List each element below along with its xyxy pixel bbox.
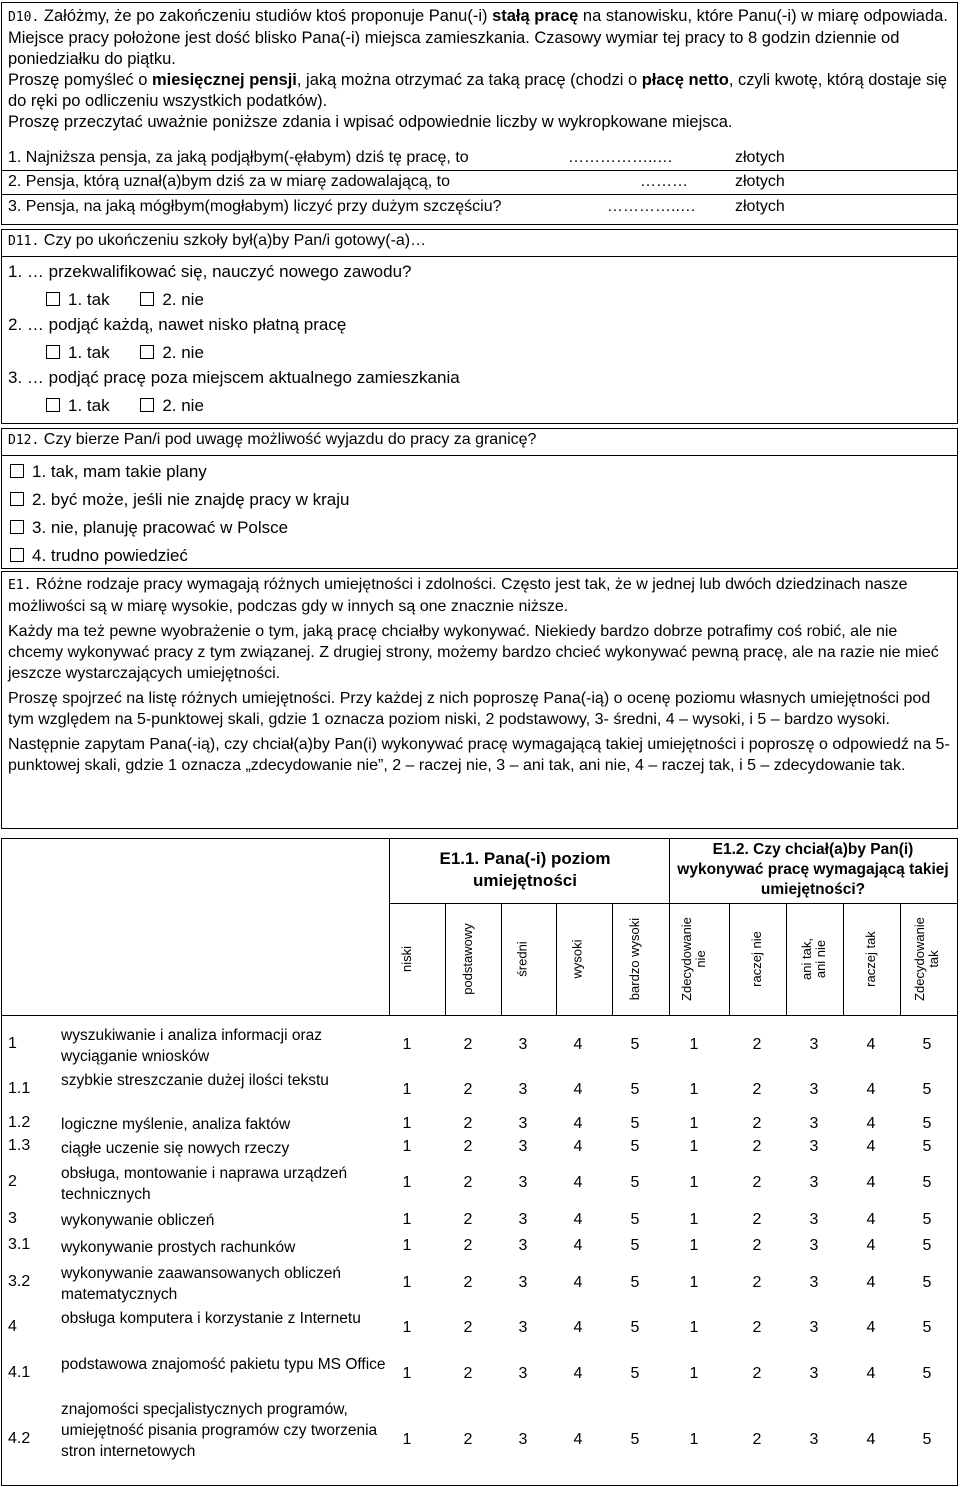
level-option-1[interactable]: 1 — [402, 1364, 412, 1382]
d10-read-instruction: Proszę przeczytać uważnie poniższe zdania i wpisać odpowiednie liczby w wykropkowane miejsca. — [8, 113, 733, 131]
level-option-2[interactable]: 2 — [463, 1036, 473, 1053]
level-option-4[interactable]: 4 — [573, 1114, 583, 1132]
checkbox-icon[interactable] — [140, 292, 154, 306]
willingness-option-2[interactable]: 2 — [752, 1237, 762, 1254]
willingness-option-4[interactable]: 4 — [866, 1174, 876, 1191]
d11-item-1-yes-option[interactable]: 1. tak — [46, 290, 110, 309]
d11-item-2-no-option[interactable]: 2. nie — [140, 343, 204, 362]
level-option-2[interactable]: 2 — [463, 1081, 473, 1098]
level-option-5[interactable]: 5 — [630, 1319, 640, 1336]
level-option-2[interactable]: 2 — [463, 1138, 473, 1155]
row-number: 3.2 — [8, 1272, 31, 1290]
willingness-option-3[interactable]: 3 — [809, 1364, 819, 1382]
willingness-option-4[interactable]: 4 — [866, 1138, 876, 1155]
column-header-label: Zdecydowanie tak — [912, 917, 942, 1001]
row-number: 3 — [8, 1209, 17, 1227]
divider — [1, 1015, 958, 1016]
willingness-option-5[interactable]: 5 — [922, 1174, 932, 1191]
divider — [389, 903, 958, 904]
willingness-option-1[interactable]: 1 — [689, 1319, 699, 1336]
divider — [843, 903, 844, 1015]
column-header-willingness-5 — [899, 905, 955, 1013]
level-option-1[interactable]: 1 — [402, 1319, 412, 1336]
d11-item-3-label: 3. … podjąć pracę poza miejscem aktualnego zamieszkania — [8, 368, 460, 387]
checkbox-icon[interactable] — [46, 292, 60, 306]
level-option-4[interactable]: 4 — [573, 1210, 583, 1228]
section-d12 — [1, 428, 958, 456]
column-header-willingness-1 — [666, 905, 722, 1013]
level-option-3[interactable]: 3 — [518, 1237, 528, 1254]
level-option-1[interactable]: 1 — [402, 1273, 412, 1291]
level-option-4[interactable]: 4 — [573, 1319, 583, 1336]
willingness-option-2[interactable]: 2 — [752, 1114, 762, 1132]
willingness-option-1[interactable]: 1 — [689, 1431, 699, 1448]
willingness-option-5[interactable]: 5 — [922, 1431, 932, 1448]
level-option-4[interactable]: 4 — [573, 1138, 583, 1155]
willingness-option-4[interactable]: 4 — [866, 1273, 876, 1291]
column-header-willingness-4 — [843, 905, 899, 1013]
willingness-option-2[interactable]: 2 — [752, 1138, 762, 1155]
divider — [501, 903, 502, 1015]
willingness-option-2[interactable]: 2 — [752, 1431, 762, 1448]
level-option-5[interactable]: 5 — [630, 1237, 640, 1254]
level-option-2[interactable]: 2 — [463, 1114, 473, 1132]
skill-label: logiczne myślenie, analiza faktów — [61, 1116, 291, 1133]
level-option-5[interactable]: 5 — [630, 1273, 640, 1291]
level-option-3[interactable]: 3 — [518, 1431, 528, 1448]
willingness-option-1[interactable]: 1 — [689, 1237, 699, 1254]
level-option-3[interactable]: 3 — [518, 1114, 528, 1132]
skill-label: wykonywanie obliczeń — [61, 1212, 215, 1229]
divider — [445, 903, 446, 1015]
row-number: 2 — [8, 1173, 17, 1190]
skill-label: obsługa komputera i korzystanie z Internetu — [61, 1310, 361, 1327]
level-option-4[interactable]: 4 — [573, 1036, 583, 1053]
d11-question: Czy po ukończeniu szkoły był(a)by Pan/i gotowy(-a)… — [39, 232, 427, 249]
level-option-5[interactable]: 5 — [630, 1138, 640, 1155]
willingness-option-3[interactable]: 3 — [809, 1114, 819, 1132]
checkbox-icon[interactable] — [10, 548, 24, 562]
skill-label: ciągłe uczenie się nowych rzeczy — [61, 1139, 290, 1157]
d10-item-2-blank[interactable]: ……… — [640, 173, 688, 190]
d10-item-2-label: 2. Pensja, którą uznał(a)bym dziś za w miarę zadowalającą, to — [8, 173, 450, 190]
level-option-4[interactable]: 4 — [573, 1273, 583, 1291]
d12-option-4[interactable]: 4. trudno powiedzieć — [10, 546, 188, 566]
section-d11 — [1, 229, 958, 257]
level-option-1[interactable]: 1 — [402, 1237, 412, 1254]
skill-label: wyszukiwanie i analiza informacji oraz wyciąganie wniosków — [61, 1027, 323, 1065]
willingness-option-1[interactable]: 1 — [689, 1114, 699, 1132]
level-option-1[interactable]: 1 — [402, 1210, 412, 1228]
willingness-option-2[interactable]: 2 — [752, 1081, 762, 1098]
table-header-e1-1: E1.1. Pana(-i) poziom umiejętności — [439, 849, 611, 890]
column-header-label: raczej tak — [862, 931, 878, 987]
willingness-option-2[interactable]: 2 — [752, 1273, 762, 1291]
checkbox-icon[interactable] — [46, 398, 60, 412]
d10-item-1-unit: złotych — [735, 149, 785, 166]
level-option-1[interactable]: 1 — [402, 1081, 412, 1098]
e1-paragraph-2: Każdy ma też pewne wyobrażenie o tym, jaką pracę chciałby wykonywać. Niekiedy bardzo dobrze potrafimy coś robić, ale nie chcemy wykonywać pracy z tym związanej. Z drugiej strony, możemy bardzo chcieć wykonywać pewną pracę, ale na razie nie mieć jeszcze wystarczających umiejętności. — [8, 623, 939, 682]
willingness-option-4[interactable]: 4 — [866, 1364, 876, 1382]
d10-item-1-label: 1. Najniższa pensja, za jaką podjąłbym(-ęłabym) dziś tę pracę, to — [8, 149, 469, 166]
willingness-option-2[interactable]: 2 — [752, 1319, 762, 1336]
willingness-option-4[interactable]: 4 — [866, 1114, 876, 1132]
d10-item-3-blank[interactable]: …………..… — [607, 198, 696, 215]
willingness-option-4[interactable]: 4 — [866, 1431, 876, 1448]
level-option-1[interactable]: 1 — [402, 1431, 412, 1448]
row-number: 4.1 — [8, 1363, 31, 1381]
checkbox-icon[interactable] — [10, 464, 24, 478]
d11-item-1-label: 1. … przekwalifikować się, nauczyć nowego zawodu? — [8, 262, 412, 281]
d10-item-3-label: 3. Pensja, na jaką mógłbym(mogłabym) liczyć przy dużym szczęściu? — [8, 198, 502, 215]
d11-code: D11. — [8, 234, 40, 249]
level-option-3[interactable]: 3 — [518, 1081, 528, 1098]
column-header-label: wysoki — [569, 939, 585, 979]
column-header-level-2 — [440, 905, 496, 1013]
willingness-option-1[interactable]: 1 — [689, 1036, 699, 1053]
skill-label: wykonywanie zaawansowanych obliczeń matematycznych — [61, 1264, 342, 1303]
d11-item-3-options — [46, 396, 204, 416]
e1-intro: E1. Różne rodzaje pracy wymagają różnych umiejętności i zdolności. Często jest tak, że w jednej lub dwóch dziedzinach nasze możliwości są w miarę wysokie, podczas gdy w innych są one znacznie niższe. — [8, 576, 908, 615]
willingness-option-3[interactable]: 3 — [809, 1174, 819, 1191]
level-option-4[interactable]: 4 — [573, 1237, 583, 1254]
willingness-option-5[interactable]: 5 — [922, 1081, 932, 1098]
e1-code: E1. — [8, 578, 32, 593]
level-option-5[interactable]: 5 — [630, 1174, 640, 1191]
willingness-option-2[interactable]: 2 — [752, 1210, 762, 1228]
level-option-2[interactable]: 2 — [463, 1210, 473, 1228]
column-header-willingness-2 — [729, 905, 785, 1013]
row-number: 3.1 — [8, 1236, 31, 1253]
column-header-level-1 — [379, 905, 435, 1013]
willingness-option-5[interactable]: 5 — [922, 1210, 932, 1228]
level-option-5[interactable]: 5 — [630, 1431, 640, 1448]
column-header-label: raczej nie — [748, 931, 764, 987]
willingness-option-3[interactable]: 3 — [809, 1237, 819, 1254]
level-option-1[interactable]: 1 — [402, 1174, 412, 1191]
column-header-label: niski — [398, 945, 414, 973]
level-option-2[interactable]: 2 — [463, 1237, 473, 1254]
willingness-option-3[interactable]: 3 — [809, 1210, 819, 1228]
willingness-option-2[interactable]: 2 — [752, 1036, 762, 1053]
willingness-option-3[interactable]: 3 — [809, 1036, 819, 1053]
willingness-option-2[interactable]: 2 — [752, 1364, 762, 1382]
level-option-3[interactable]: 3 — [518, 1273, 528, 1291]
row-number: 4.2 — [8, 1430, 31, 1447]
level-option-1[interactable]: 1 — [402, 1036, 412, 1053]
willingness-option-1[interactable]: 1 — [689, 1364, 699, 1382]
willingness-option-5[interactable]: 5 — [922, 1364, 932, 1382]
skill-label: znajomości specjalistycznych programów, umiejętność pisania programów czy tworzenia stron internetowych — [61, 1401, 378, 1460]
level-option-1[interactable]: 1 — [402, 1138, 412, 1155]
column-header-level-3 — [495, 905, 551, 1013]
level-option-5[interactable]: 5 — [630, 1364, 640, 1382]
willingness-option-5[interactable]: 5 — [922, 1237, 932, 1254]
level-option-5[interactable]: 5 — [630, 1114, 640, 1132]
willingness-option-1[interactable]: 1 — [689, 1273, 699, 1291]
checkbox-icon[interactable] — [10, 520, 24, 534]
row-number: 1.2 — [8, 1113, 31, 1131]
skill-label: obsługa, montowanie i naprawa urządzeń technicznych — [61, 1165, 348, 1203]
willingness-option-4[interactable]: 4 — [866, 1081, 876, 1098]
willingness-option-5[interactable]: 5 — [922, 1319, 932, 1336]
level-option-4[interactable]: 4 — [573, 1174, 583, 1191]
willingness-option-2[interactable]: 2 — [752, 1174, 762, 1191]
column-header-label: podstawowy — [460, 923, 476, 995]
willingness-option-5[interactable]: 5 — [922, 1273, 932, 1291]
skill-label: podstawowa znajomość pakietu typu MS Office — [61, 1355, 386, 1373]
level-option-3[interactable]: 3 — [518, 1364, 528, 1382]
willingness-option-3[interactable]: 3 — [809, 1431, 819, 1448]
level-option-3[interactable]: 3 — [518, 1319, 528, 1336]
divider — [612, 903, 613, 1015]
column-header-willingness-3 — [786, 905, 842, 1013]
divider — [729, 903, 730, 1015]
willingness-option-1[interactable]: 1 — [689, 1210, 699, 1228]
d12-question: Czy bierze Pan/i pod uwagę możliwość wyjazdu do pracy za granicę? — [39, 431, 537, 448]
d12-option-3[interactable]: 3. nie, planuję pracować w Polsce — [10, 518, 288, 538]
willingness-option-4[interactable]: 4 — [866, 1036, 876, 1053]
column-header-label: Zdecydowanie nie — [679, 917, 709, 1001]
level-option-5[interactable]: 5 — [630, 1036, 640, 1053]
divider — [786, 903, 787, 1015]
d10-instruction: Proszę pomyśleć o miesięcznej pensji, jaką można otrzymać za taką pracę (chodzi o płacę netto, czyli kwotę, którą dostaje się do ręki po odliczeniu wszystkich podatków). — [8, 71, 948, 110]
divider — [900, 903, 901, 1015]
column-header-level-5 — [607, 905, 663, 1013]
divider — [556, 903, 557, 1015]
d11-item-2-yes-option[interactable]: 1. tak — [46, 343, 110, 362]
willingness-option-1[interactable]: 1 — [689, 1174, 699, 1191]
d10-item-2-unit: złotych — [735, 173, 785, 190]
level-option-3[interactable]: 3 — [518, 1036, 528, 1053]
level-option-2[interactable]: 2 — [463, 1431, 473, 1448]
skill-label: szybkie streszczanie dużej ilości tekstu — [61, 1072, 329, 1089]
d11-item-3-no-option[interactable]: 2. nie — [140, 396, 204, 415]
row-number: 1.1 — [8, 1080, 31, 1097]
row-number: 1.3 — [8, 1137, 31, 1154]
willingness-option-1[interactable]: 1 — [689, 1081, 699, 1098]
d10-item-1-blank[interactable]: ……………..… — [568, 149, 673, 166]
level-option-4[interactable]: 4 — [573, 1364, 583, 1382]
willingness-option-3[interactable]: 3 — [809, 1138, 819, 1155]
willingness-option-3[interactable]: 3 — [809, 1081, 819, 1098]
d10-intro: D10. Załóżmy, że po zakończeniu studiów ktoś proponuje Panu(-i) stałą pracę na stanowisku, które Panu(-i) w miarę odpowiada. Miejsce pracy położone jest dość blisko Pana(-i) miejsca zamieszkania. Czasowy wymiar tej pracy to 8 godzin dziennie od poniedziałku do piątku. — [8, 7, 948, 68]
level-option-2[interactable]: 2 — [463, 1319, 473, 1336]
divider — [1, 194, 958, 195]
column-header-level-4 — [550, 905, 606, 1013]
divider — [1, 170, 958, 171]
d11-item-2-options — [46, 343, 204, 363]
checkbox-icon[interactable] — [46, 345, 60, 359]
willingness-option-3[interactable]: 3 — [809, 1273, 819, 1291]
willingness-option-3[interactable]: 3 — [809, 1319, 819, 1336]
willingness-option-5[interactable]: 5 — [922, 1114, 932, 1132]
d11-item-1-no-option[interactable]: 2. nie — [140, 290, 204, 309]
level-option-2[interactable]: 2 — [463, 1273, 473, 1291]
row-number: 1 — [8, 1035, 17, 1052]
column-header-label: ani tak, ani nie — [799, 938, 828, 980]
skill-label: wykonywanie prostych rachunków — [61, 1238, 296, 1256]
level-option-4[interactable]: 4 — [573, 1431, 583, 1448]
level-option-3[interactable]: 3 — [518, 1174, 528, 1191]
willingness-option-4[interactable]: 4 — [866, 1237, 876, 1254]
level-option-1[interactable]: 1 — [402, 1114, 412, 1132]
willingness-option-5[interactable]: 5 — [922, 1036, 932, 1053]
level-option-2[interactable]: 2 — [463, 1174, 473, 1191]
column-header-label: bardzo wysoki — [627, 917, 642, 1001]
checkbox-icon[interactable] — [10, 492, 24, 506]
d11-item-2-label: 2. … podjąć każdą, nawet nisko płatną pracę — [8, 315, 347, 334]
level-option-5[interactable]: 5 — [630, 1210, 640, 1228]
section-e1 — [1, 571, 958, 829]
d10-item-3-unit: złotych — [735, 198, 785, 215]
willingness-option-4[interactable]: 4 — [866, 1210, 876, 1228]
d12-option-2[interactable]: 2. być może, jeśli nie znajdę pracy w kraju — [10, 490, 349, 510]
column-header-label: średni — [514, 941, 530, 977]
level-option-4[interactable]: 4 — [573, 1081, 583, 1098]
level-option-3[interactable]: 3 — [518, 1210, 528, 1228]
row-number: 4 — [8, 1318, 17, 1335]
d11-item-1-options — [46, 290, 204, 310]
e1-paragraph-3: Proszę spojrzeć na listę różnych umiejętności. Przy każdej z nich poproszę Pana(-ią) o ocenę poziomu własnych umiejętności pod tym względem na 5-punktowej skali, gdzie 1 oznacza poziom niski, 2 podstawowy, 3- średni, 4 – wysoki, i 5 – bardzo wysoki. — [8, 690, 931, 728]
level-option-2[interactable]: 2 — [463, 1364, 473, 1382]
willingness-option-5[interactable]: 5 — [922, 1138, 932, 1155]
d11-item-3-yes-option[interactable]: 1. tak — [46, 396, 110, 415]
e1-paragraph-4: Następnie zapytam Pana(-ią), czy chciał(a)by Pan(i) wykonywać pracę wymagającą takiej umiejętności i poproszę o odpowiedź na 5-punktowej skali, gdzie 1 oznacza „zdecydowanie nie”, 2 – raczej nie, 3 – ani tak, ani nie, 4 – raczej tak, i 5 – zdecydowanie tak. — [8, 736, 950, 774]
table-header-e1-2: E1.2. Czy chciał(a)by Pan(i) wykonywać pracę wymagającą takiej umiejętności? — [677, 841, 949, 898]
checkbox-icon[interactable] — [140, 398, 154, 412]
level-option-5[interactable]: 5 — [630, 1081, 640, 1098]
d12-code: D12. — [8, 433, 40, 448]
willingness-option-4[interactable]: 4 — [866, 1319, 876, 1336]
level-option-3[interactable]: 3 — [518, 1138, 528, 1155]
d10-code: D10. — [8, 10, 40, 25]
willingness-option-1[interactable]: 1 — [689, 1138, 699, 1155]
checkbox-icon[interactable] — [140, 345, 154, 359]
d12-option-1[interactable]: 1. tak, mam takie plany — [10, 462, 207, 482]
